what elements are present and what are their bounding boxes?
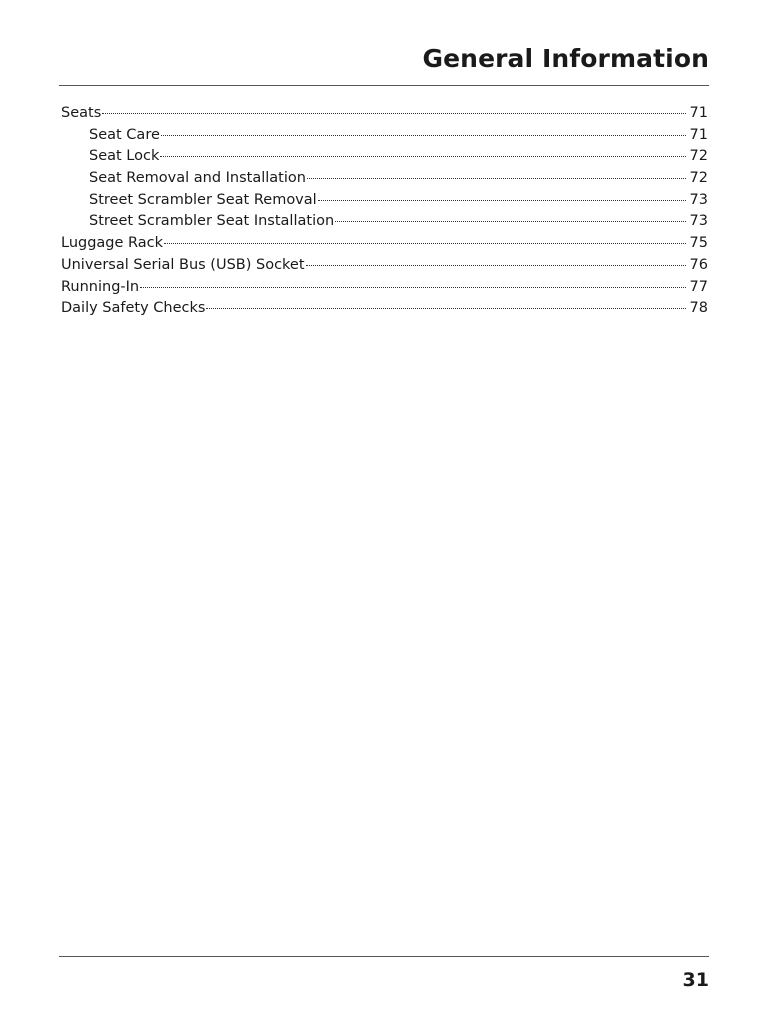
toc-entry-title: Seat Lock — [89, 148, 160, 165]
toc-entry-page: 72 — [689, 148, 708, 165]
toc-entry-title: Seat Removal and Installation — [89, 170, 306, 187]
toc-entry-title: Luggage Rack — [61, 235, 164, 252]
dot-leader — [206, 308, 685, 309]
toc-entry-title: Seat Care — [89, 126, 160, 143]
dot-leader — [102, 113, 685, 114]
toc-entry-title: Seats — [61, 105, 102, 121]
toc-entry-street-scrambler-seat-removal[interactable] — [61, 190, 708, 212]
dot-leader — [164, 243, 685, 244]
toc-entry-page: 78 — [689, 300, 708, 317]
toc-entry-title: Street Scrambler Seat Removal — [89, 191, 317, 208]
toc-entry-page: 77 — [689, 278, 708, 295]
toc-entry-title: Daily Safety Checks — [61, 300, 206, 317]
dot-leader — [140, 287, 685, 288]
toc-entry-title: Universal Serial Bus (USB) Socket — [61, 256, 305, 273]
toc-entry-page: 72 — [689, 170, 708, 187]
toc-entry-title: Street Scrambler Seat Installation — [89, 213, 335, 230]
toc-entry-title: Running-In — [61, 278, 140, 295]
toc-entry-street-scrambler-seat-installation[interactable] — [61, 211, 708, 233]
page-number: 31 — [682, 969, 709, 991]
toc-entry-seat-lock[interactable] — [61, 146, 708, 168]
dot-leader — [318, 200, 686, 201]
dot-leader — [335, 221, 685, 222]
toc-entry-page: 73 — [689, 213, 708, 230]
dot-leader — [160, 156, 685, 157]
dot-leader — [161, 135, 686, 136]
table-of-contents — [61, 103, 708, 320]
toc-entry-page: 71 — [689, 126, 708, 143]
dot-leader — [307, 178, 686, 179]
toc-entry-page: 73 — [689, 191, 708, 208]
toc-entry-running-in[interactable] — [61, 277, 708, 299]
toc-entry-seat-removal-installation[interactable] — [61, 168, 708, 190]
dot-leader — [306, 265, 686, 266]
footer-divider — [59, 956, 709, 957]
toc-entry-usb-socket[interactable] — [61, 255, 708, 277]
toc-entry-seats[interactable] — [61, 103, 708, 125]
toc-entry-daily-safety-checks[interactable] — [61, 298, 708, 320]
toc-entry-page: 76 — [689, 256, 708, 273]
toc-entry-page: 75 — [689, 235, 708, 252]
header-divider — [59, 85, 709, 86]
toc-entry-seat-care[interactable] — [61, 125, 708, 147]
page-title: General Information — [422, 44, 709, 73]
toc-entry-page: 71 — [689, 105, 708, 121]
toc-entry-luggage-rack[interactable] — [61, 233, 708, 255]
